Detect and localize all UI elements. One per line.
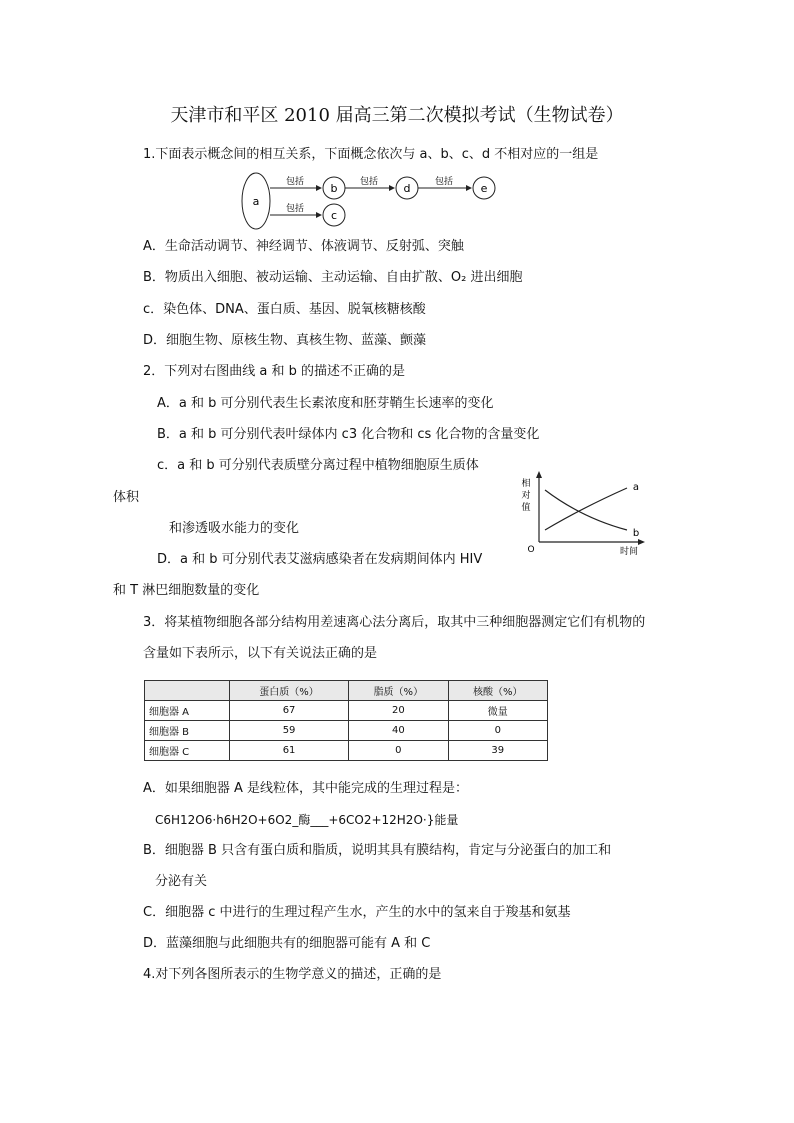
q3-organelle-table bbox=[144, 680, 548, 761]
table-cell: 61 bbox=[230, 741, 349, 761]
curve-b-label: b bbox=[632, 528, 640, 539]
node-e-label: e bbox=[480, 182, 488, 195]
q3-option-d: D．蓝藻细胞与此细胞共有的细胞器可能有 A 和 C bbox=[143, 936, 431, 951]
curve-a bbox=[545, 488, 627, 530]
table-cell: 微量 bbox=[448, 701, 547, 721]
edge-label-ac: 包括 bbox=[285, 204, 305, 214]
table-cell: 39 bbox=[448, 741, 547, 761]
q3-option-b-line2: 分泌有关 bbox=[155, 874, 208, 889]
q2-stem: 2．下列对右图曲线 a 和 b 的描述不正确的是 bbox=[143, 364, 406, 379]
table-header-cell: 脂质（%） bbox=[349, 681, 448, 701]
edge-label-ab: 包括 bbox=[285, 177, 305, 187]
q2-option-b: B．a 和 b 可分别代表叶绿体内 c3 化合物和 cs 化合物的含量变化 bbox=[157, 427, 540, 442]
q3-stem-line1: 3．将某植物细胞各部分结构用差速离心法分离后，取其中三种细胞器测定它们有机物的 bbox=[143, 615, 646, 630]
q3-stem-line2: 含量如下表所示，以下有关说法正确的是 bbox=[143, 646, 378, 661]
node-a-label: a bbox=[252, 195, 260, 208]
y-label-3: 值 bbox=[521, 503, 531, 513]
q2-option-c-line3: 和渗透吸水能力的变化 bbox=[169, 521, 300, 536]
edge-label-de: 包括 bbox=[434, 177, 454, 187]
node-d-label: d bbox=[403, 182, 411, 195]
q2-option-c-line1: c．a 和 b 可分别代表质壁分离过程中植物细胞原生质体 bbox=[157, 458, 479, 473]
q2-option-a: A．a 和 b 可分别代表生长素浓度和胚芽鞘生长速率的变化 bbox=[157, 396, 494, 411]
q2-option-c-line2: 体积 bbox=[113, 490, 140, 505]
table-cell: 细胞器 A bbox=[145, 701, 230, 721]
edge-label-bd: 包括 bbox=[359, 177, 379, 187]
table-cell: 20 bbox=[349, 701, 448, 721]
q3-option-c: C．细胞器 c 中进行的生理过程产生水，产生的水中的氢来自于羧基和氨基 bbox=[143, 905, 571, 920]
curve-a-label: a bbox=[632, 482, 640, 493]
curve-b bbox=[545, 490, 627, 530]
node-b-label: b bbox=[330, 182, 338, 195]
table-cell: 40 bbox=[349, 721, 448, 741]
exam-title: 天津市和平区 2010 届高三第二次模拟考试（生物试卷） bbox=[170, 105, 624, 126]
q1-stem: 1.下面表示概念间的相互关系，下面概念依次与 a、b、c、d 不相对应的一组是 bbox=[143, 147, 599, 162]
q1-option-a: A．生命活动调节、神经调节、体液调节、反射弧、突触 bbox=[143, 239, 464, 254]
x-label: 时间 bbox=[619, 547, 639, 557]
origin-label: O bbox=[527, 545, 535, 555]
table-header-row bbox=[145, 681, 548, 701]
q1-option-d: D．细胞生物、原核生物、真核生物、蓝藻、颤藻 bbox=[143, 333, 427, 348]
q3-option-b-line1: B．细胞器 B 只含有蛋白质和脂质，说明其具有膜结构，肯定与分泌蛋白的加工和 bbox=[143, 843, 612, 858]
q1-option-c: c．染色体、DNA、蛋白质、基因、脱氧核糖核酸 bbox=[143, 302, 426, 317]
q2-option-d-line2: 和 T 淋巴细胞数量的变化 bbox=[113, 583, 260, 598]
q4-stem: 4.对下列各图所表示的生物学意义的描述，正确的是 bbox=[143, 967, 442, 982]
table-cell: 细胞器 C bbox=[145, 741, 230, 761]
table-cell: 59 bbox=[230, 721, 349, 741]
table-cell: 0 bbox=[349, 741, 448, 761]
table-header-cell: 蛋白质（%） bbox=[230, 681, 349, 701]
y-label-1: 相 bbox=[521, 479, 531, 489]
y-label-2: 对 bbox=[521, 491, 531, 501]
table-header-cell: 核酸（%） bbox=[448, 681, 547, 701]
table-cell: 0 bbox=[448, 721, 547, 741]
node-c-label: c bbox=[330, 209, 338, 222]
table-cell: 67 bbox=[230, 701, 349, 721]
q1-concept-diagram bbox=[238, 170, 508, 232]
table-row bbox=[145, 741, 548, 761]
q2-option-d-line1: D．a 和 b 可分别代表艾滋病感染者在发病期间体内 HIV bbox=[157, 552, 483, 567]
q3-option-a: A．如果细胞器 A 是线粒体，其中能完成的生理过程是： bbox=[143, 781, 469, 796]
table-row bbox=[145, 721, 548, 741]
q3-formula: C6H12O6·h6H2O+6O2_酶___+6CO2+12H2O·}能量 bbox=[155, 813, 459, 827]
q1-option-b: B．物质出入细胞、被动运输、主动运输、自由扩散、O₂ 进出细胞 bbox=[143, 270, 523, 285]
q2-curve-graph bbox=[512, 468, 652, 558]
table-row bbox=[145, 701, 548, 721]
table-header-cell bbox=[145, 681, 230, 701]
table-cell: 细胞器 B bbox=[145, 721, 230, 741]
